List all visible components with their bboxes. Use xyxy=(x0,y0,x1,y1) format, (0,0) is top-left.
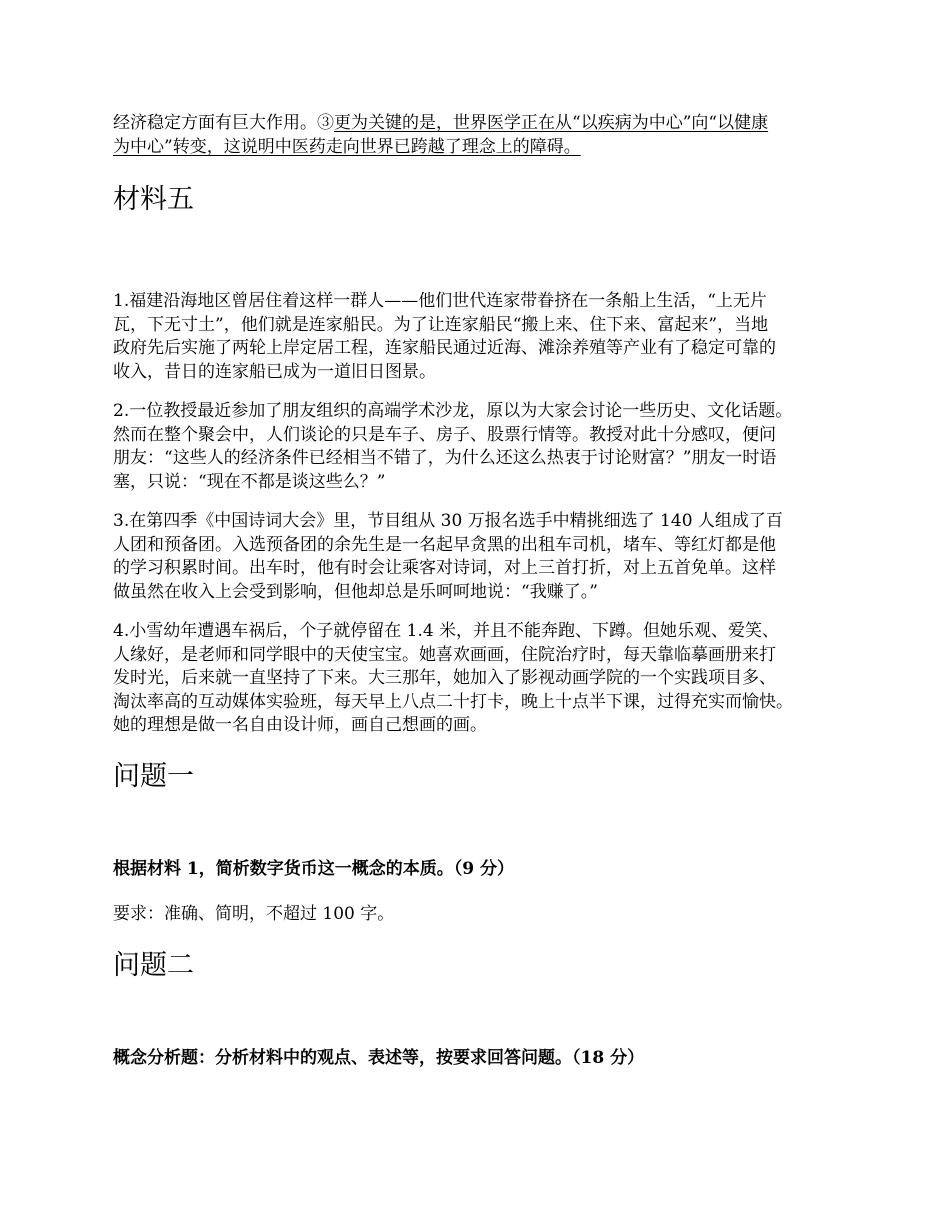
intro-line-1 xyxy=(113,112,858,136)
question1-prompt: 根据材料 1，简析数字货币这一概念的本质。（9 分） xyxy=(113,858,514,879)
material-1-line: 政府先后实施了两轮上岸定居工程，连家船民通过近海、滩涂养殖等产业有了稳定可靠的 xyxy=(113,338,776,358)
section5-heading: 材料五 xyxy=(113,184,194,215)
material-4-line: 4.小雪幼年遭遇车祸后，个子就停留在 1.4 米，并且不能奔跑、下蹲。但她乐观、爱笑、 xyxy=(113,621,780,641)
question2-prompt: 概念分析题：分析材料中的观点、表述等，按要求回答问题。（18 分） xyxy=(113,1047,645,1068)
material-item-2 xyxy=(113,400,858,494)
material-4-line: 发时光，后来就一直坚持了下来。大三那年，她加入了影视动画学院的一个实践项目多、 xyxy=(113,668,776,688)
material-item-4 xyxy=(113,620,858,738)
material-2-line: 然而在整个聚会中，人们谈论的只是车子、房子、股票行情等。教授对此十分感叹，便问 xyxy=(113,424,776,445)
material-2-line: 2.一位教授最近参加了朋友组织的高端学术沙龙，原以为大家会讨论一些历史、文化话题。 xyxy=(113,401,793,421)
intro-underlined-text-1: 更为关键的是，世界医学正在从“以疾病为中心”向“以健康 xyxy=(334,113,769,133)
material-4-line: 淘汰率高的互动媒体实验班，每天早上八点二十打卡，晚上十点半下课，过得充实而愉快。 xyxy=(113,691,793,712)
material-item-3 xyxy=(113,510,858,604)
material-2-line: 朋友：“这些人的经济条件已经相当不错了，为什么还这么热衷于讨论财富？”朋友一时语 xyxy=(113,448,777,468)
material-1-line: 收入，昔日的连家船已成为一道旧日图景。 xyxy=(113,361,436,382)
question1-heading: 问题一 xyxy=(113,760,194,792)
material-3-line: 3.在第四季《中国诗词大会》里，节目组从 30 万报名选手中精挑细选了 140 人组成了百 xyxy=(113,511,783,531)
material-2-line: 塞，只说：“现在不都是谈这些么？” xyxy=(113,471,386,492)
document-page xyxy=(113,112,858,1070)
intro-plain-text: 经济稳定方面有巨大作用。③ xyxy=(113,113,334,133)
material-3-line: 人团和预备团。入选预备团的余先生是一名起早贪黑的出租车司机，堵车、等红灯都是他 xyxy=(113,534,776,555)
material-item-1 xyxy=(113,290,858,384)
question1-requirement: 要求：准确、简明，不超过 100 字。 xyxy=(113,904,395,924)
material-3-line: 的学习积累时间。出车时，他有时会让乘客对诗词，对上三首打折，对上五首免单。这样 xyxy=(113,558,776,578)
material-3-line: 做虽然在收入上会受到影响，但他却总是乐呵呵地说：“我赚了。” xyxy=(113,581,598,602)
material-4-line: 人缘好，是老师和同学眼中的天使宝宝。她喜欢画画，住院治疗时，每天靠临摹画册来打 xyxy=(113,644,776,665)
question2-heading: 问题二 xyxy=(113,949,194,981)
material-1-line: 1.福建沿海地区曾居住着这样一群人——他们世代连家带眷挤在一条船上生活，“上无片 xyxy=(113,291,767,311)
intro-underlined-text-2: 为中心”转变，这说明中医药走向世界已跨越了理念上的障碍。 xyxy=(113,136,581,157)
material-4-line: 她的理想是做一名自由设计师，画自己想画的画。 xyxy=(113,715,487,735)
intro-paragraph xyxy=(113,112,858,159)
material-1-line: 瓦，下无寸土”，他们就是连家船民。为了让连家船民“搬上来、住下来、富起来”，当地 xyxy=(113,314,769,335)
